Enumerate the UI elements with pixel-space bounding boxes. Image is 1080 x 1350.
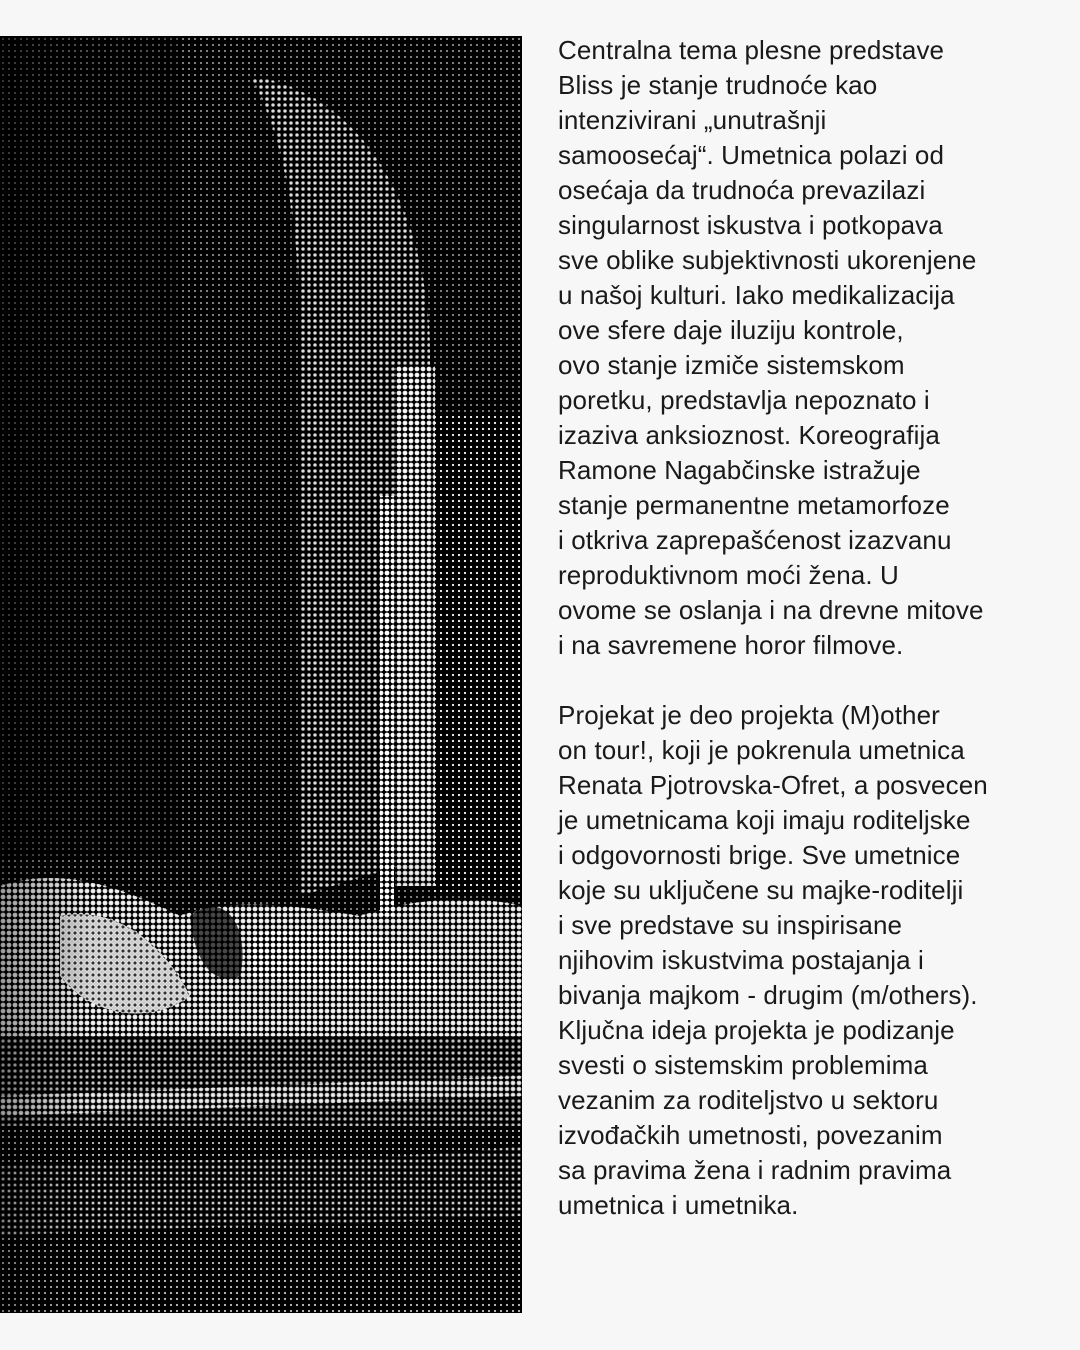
text-line: singularnost iskustva i potkopava	[558, 210, 943, 240]
halftone-performance-photo	[0, 36, 522, 1313]
text-line: i odgovornosti brige. Sve umetnice	[558, 840, 961, 870]
text-line: je umetnicama koji imaju roditeljske	[558, 805, 971, 835]
text-line: Bliss je stanje trudnoće kao	[558, 70, 878, 100]
text-line: Renata Pjotrovska-Ofret, a posvecen	[558, 770, 988, 800]
text-line: i otkriva zaprepašćenost izazvanu	[558, 525, 952, 555]
text-line: reproduktivnom moći žena. U	[558, 560, 899, 590]
text-line: Centralna tema plesne predstave	[558, 35, 945, 65]
text-line: vezanim za roditeljstvo u sektoru	[558, 1085, 939, 1115]
text-line: sa pravima žena i radnim pravima	[558, 1155, 952, 1185]
description-text	[558, 33, 1058, 1258]
text-line: svesti o sistemskim problemima	[558, 1050, 928, 1080]
text-line: poretku, predstavlja nepoznato i	[558, 385, 930, 415]
text-line: Ramone Nagabčinske istražuje	[558, 455, 921, 485]
text-line: ove sfere daje iluziju kontrole,	[558, 315, 904, 345]
text-line: osećaja da trudnoća prevazilazi	[558, 175, 926, 205]
text-line: izaziva anksioznost. Koreografija	[558, 420, 940, 450]
text-line: ovome se oslanja i na drevne mitove	[558, 595, 984, 625]
text-line: bivanja majkom - drugim (m/others).	[558, 980, 978, 1010]
text-line: stanje permanentne metamorfoze	[558, 490, 950, 520]
text-line: samoosećaj“. Umetnica polazi od	[558, 140, 945, 170]
text-line: i na savremene horor filmove.	[558, 630, 904, 660]
text-line: Projekat je deo projekta (M)other	[558, 700, 940, 730]
paragraph-project-description	[558, 698, 1058, 1223]
text-line: koje su uključene su majke-roditelji	[558, 875, 964, 905]
text-line: izvođačkih umetnosti, povezanim	[558, 1120, 943, 1150]
text-line: u našoj kulturi. Iako medikalizacija	[558, 280, 955, 310]
text-line: njihovim iskustvima postajanja i	[558, 945, 924, 975]
text-line: Ključna ideja projekta je podizanje	[558, 1015, 955, 1045]
text-line: i sve predstave su inspirisane	[558, 910, 903, 940]
text-line: ovo stanje izmiče sistemskom	[558, 350, 905, 380]
paragraph-performance-description	[558, 33, 1058, 663]
text-line: sve oblike subjektivnosti ukorenjene	[558, 245, 977, 275]
text-line: intenzivirani „unutrašnji	[558, 105, 827, 135]
text-line: on tour!, koji je pokrenula umetnica	[558, 735, 965, 765]
text-line: umetnica i umetnika.	[558, 1190, 799, 1220]
